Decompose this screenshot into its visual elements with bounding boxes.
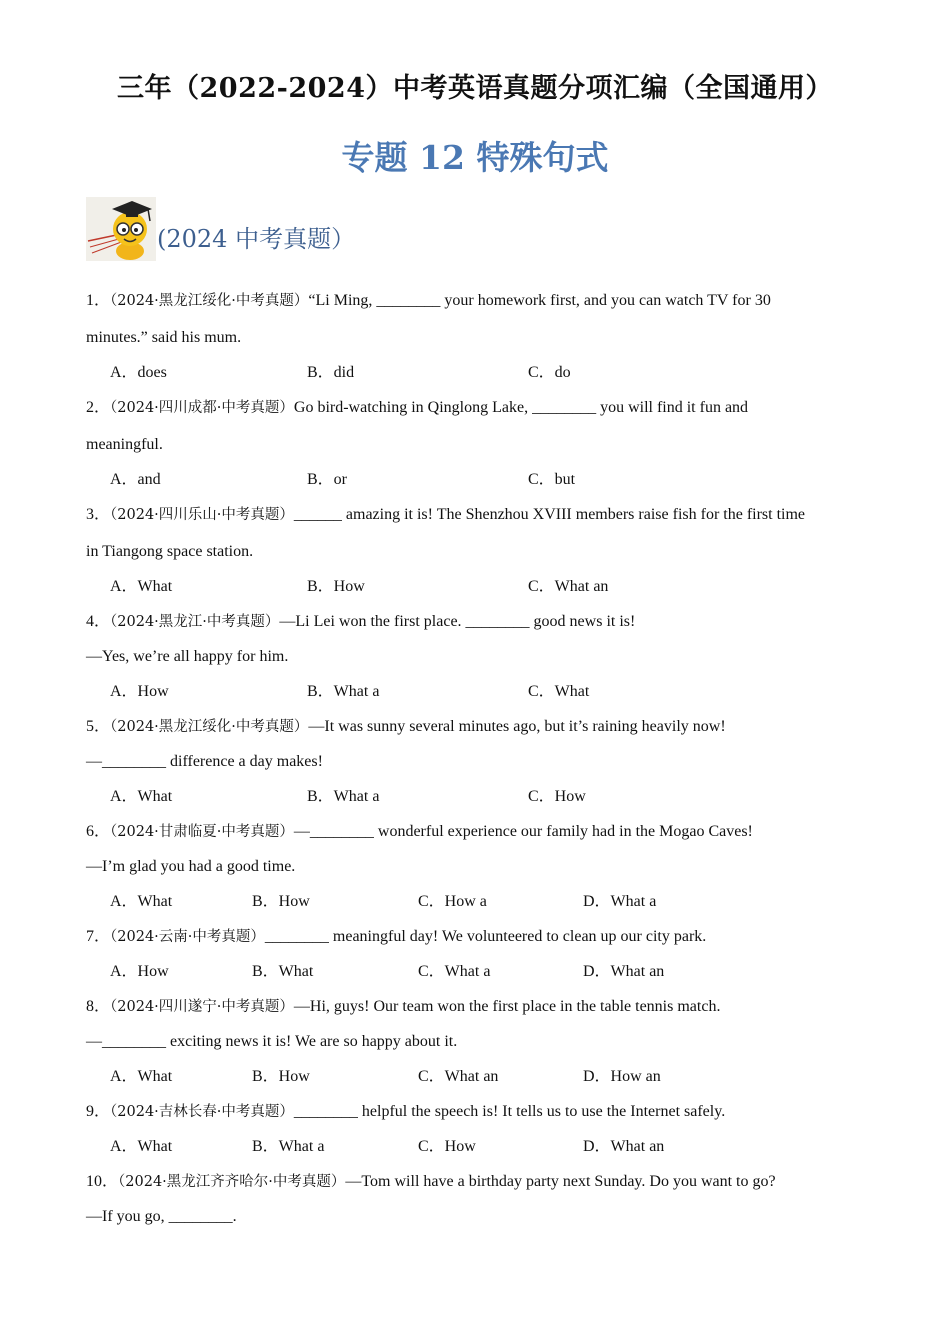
question-6-continuation: —I’m glad you had a good time. xyxy=(86,858,296,875)
question-3-option-a: A．What xyxy=(110,578,173,595)
question-9-option-b: B．What a xyxy=(252,1138,325,1155)
question-4-option-b: B．What a xyxy=(307,683,380,700)
question-8-continuation: —________ exciting news it is! We are so happy about it. xyxy=(86,1033,458,1050)
question-4-continuation: —Yes, we’re all happy for him. xyxy=(86,648,289,665)
question-6-option-a: A．What xyxy=(110,893,173,910)
question-8-option-c: C．What an xyxy=(418,1068,499,1085)
question-5-option-c: C．How xyxy=(528,788,586,805)
question-4-option-a: A．How xyxy=(110,683,169,700)
question-7-option-c: C．What a xyxy=(418,963,491,980)
question-2-option-c: C．but xyxy=(528,471,576,488)
question-6-option-d: D．What a xyxy=(583,893,657,910)
question-10-continuation: —If you go, ________. xyxy=(86,1208,237,1225)
question-3-continuation: in Tiangong space station. xyxy=(86,543,254,560)
question-5-option-a: A．What xyxy=(110,788,173,805)
question-9-option-a: A．What xyxy=(110,1138,173,1155)
question-6-stem: 6．（2024·甘肃临夏·中考真题）—________ wonderful experience our family had in the Mogao Caves! xyxy=(86,823,753,840)
question-8-option-d: D．How an xyxy=(583,1068,661,1085)
question-5-continuation: —________ difference a day makes! xyxy=(86,753,323,770)
question-3-option-c: C．What an xyxy=(528,578,609,595)
question-3-stem: 3．（2024·四川乐山·中考真题）______ amazing it is! The Shenzhou XVIII members raise fish for the first time xyxy=(86,506,806,523)
section-label: (2024 中考真题） xyxy=(157,225,356,253)
question-7-option-b: B．What xyxy=(252,963,314,980)
document-title: 三年（2022-2024）中考英语真题分项汇编（全国通用） xyxy=(117,73,833,104)
question-5-option-b: B．What a xyxy=(307,788,380,805)
question-2-stem: 2．（2024·四川成都·中考真题）Go bird-watching in Qinglong Lake, ________ you will find it fun and xyxy=(86,399,749,416)
section-header xyxy=(86,197,486,261)
scholar-mascot-icon xyxy=(86,197,156,261)
question-3-option-b: B．How xyxy=(307,578,365,595)
question-1-option-c: C．do xyxy=(528,364,571,381)
question-6-option-b: B．How xyxy=(252,893,310,910)
question-2-option-b: B．or xyxy=(307,471,348,488)
question-10-stem: 10．（2024·黑龙江齐齐哈尔·中考真题）—Tom will have a birthday party next Sunday. Do you want to go? xyxy=(86,1173,776,1190)
question-2-option-a: A．and xyxy=(110,471,161,488)
question-7-option-a: A．How xyxy=(110,963,169,980)
question-9-option-d: D．What an xyxy=(583,1138,665,1155)
question-6-option-c: C．How a xyxy=(418,893,487,910)
question-7-stem: 7．（2024·云南·中考真题）________ meaningful day! We volunteered to clean up our city park. xyxy=(86,928,707,945)
question-2-continuation: meaningful. xyxy=(86,436,163,453)
question-8-option-a: A．What xyxy=(110,1068,173,1085)
question-1-continuation: minutes.” said his mum. xyxy=(86,329,242,346)
question-5-stem: 5．（2024·黑龙江绥化·中考真题）—It was sunny several minutes ago, but it’s raining heavily now! xyxy=(86,718,726,735)
topic-title: 专题 12 特殊句式 xyxy=(341,138,609,177)
question-1-option-a: A．does xyxy=(110,364,167,381)
question-8-stem: 8．（2024·四川遂宁·中考真题）—Hi, guys! Our team won the first place in the table tennis match. xyxy=(86,998,721,1015)
question-9-option-c: C．How xyxy=(418,1138,476,1155)
question-9-stem: 9．（2024·吉林长春·中考真题）________ helpful the speech is! It tells us to use the Internet safely. xyxy=(86,1103,726,1120)
question-1-option-b: B．did xyxy=(307,364,355,381)
question-4-option-c: C．What xyxy=(528,683,590,700)
question-4-stem: 4．（2024·黑龙江·中考真题）—Li Lei won the first place. ________ good news it is! xyxy=(86,613,636,630)
question-1-stem: 1．（2024·黑龙江绥化·中考真题）“Li Ming, ________ your homework first, and you can watch TV for 30 xyxy=(86,292,771,309)
question-8-option-b: B．How xyxy=(252,1068,310,1085)
question-7-option-d: D．What an xyxy=(583,963,665,980)
